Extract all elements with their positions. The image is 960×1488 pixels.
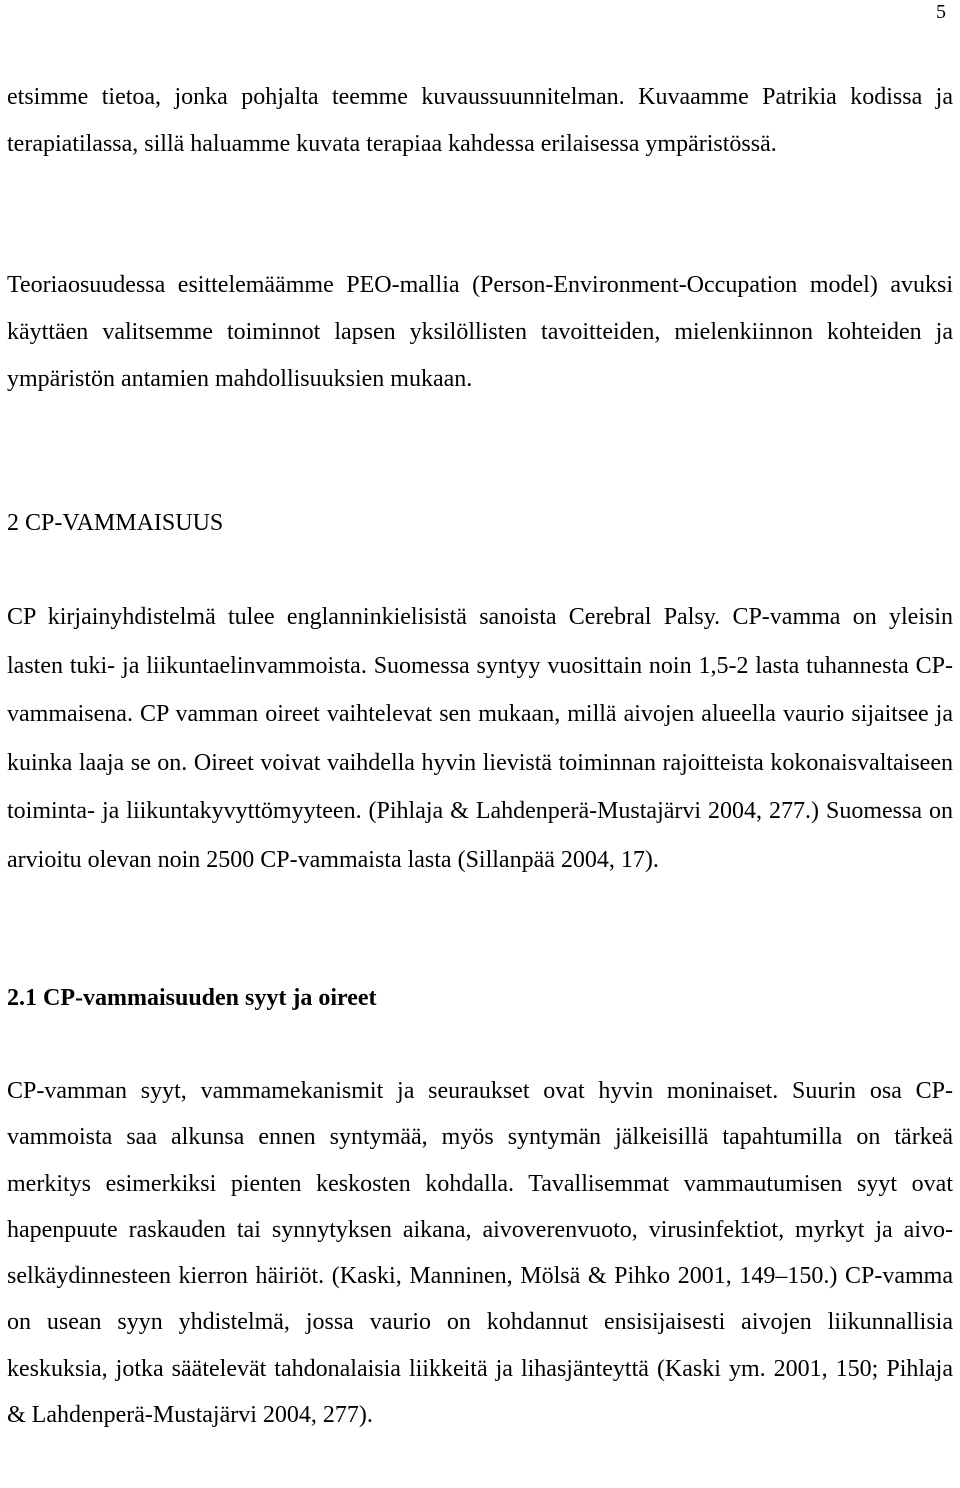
paragraph-cp-definition: CP kirjainyhdistelmä tulee englanninkielisistä sanoista Cerebral Palsy. CP-vamma on yleisin lasten tuki- ja liikuntaelinvammoista. Suomessa syntyy vuosittain noin 1,5-2 lasta tuhannesta CP-vammaisena. CP vamman oireet vaihtelevat sen mukaan, millä aivojen alueella vaurio sijaitsee ja kuinka laaja se on. Oireet voivat vaihdella hyvin lievistä toiminnan rajoitteista kokonaisvaltaiseen toiminta- ja liikuntakyvyttömyyteen. (Pihlaja & Lahdenperä-Mustajärvi 2004, 277.) Suomessa on arvioitu olevan noin 2500 CP-vammaista lasta (Sillanpää 2004, 17). [7, 604, 953, 873]
section-heading: 2 CP-VAMMAISUUS [7, 510, 224, 536]
paragraph-peo-model: Teoriaosuudessa esittelemäämme PEO-mallia (Person-Environment-Occupation model) avuksi käyttäen valitsemme toiminnot lapsen yksilöllisten tavoitteiden, mielenkiinnon kohteiden ja ympäristön antamien mahdollisuuksien mukaan. [7, 272, 953, 392]
paragraph-intro: etsimme tietoa, jonka pohjalta teemme kuvaussuunnitelman. Kuvaamme Patrikia kodissa ja terapiatilassa, sillä haluamme kuvata terapiaa kahdessa erilaisessa ympäristössä. [7, 84, 953, 157]
subsection-heading: 2.1 CP-vammaisuuden syyt ja oireet [7, 985, 377, 1011]
paragraph-cp-causes: CP-vamman syyt, vammamekanismit ja seuraukset ovat hyvin moninaiset. Suurin osa CP-vammoista saa alkunsa ennen syntymää, myös syntymän jälkeisillä tapahtumilla on tärkeä merkitys esimerkiksi pienten keskosten kohdalla. Tavallisemmat vammautumisen syyt ovat hapenpuute raskauden tai synnytyksen aikana, aivoverenvuoto, virusinfektiot, myrkyt ja aivo-selkäydinnesteen kierron häiriöt. (Kaski, Manninen, Mölsä & Pihko 2001, 149–150.) CP-vamma on usean syyn yhdistelmä, jossa vaurio on kohdannut ensisijaisesti aivojen liikunnallisia keskuksia, jotka säätelevät tahdonalaisia liikkeitä ja lihasjänteyttä (Kaski ym. 2001, 150; Pihlaja & Lahdenperä-Mustajärvi 2004, 277). [7, 1078, 953, 1429]
page-number: 5 [936, 1, 946, 23]
